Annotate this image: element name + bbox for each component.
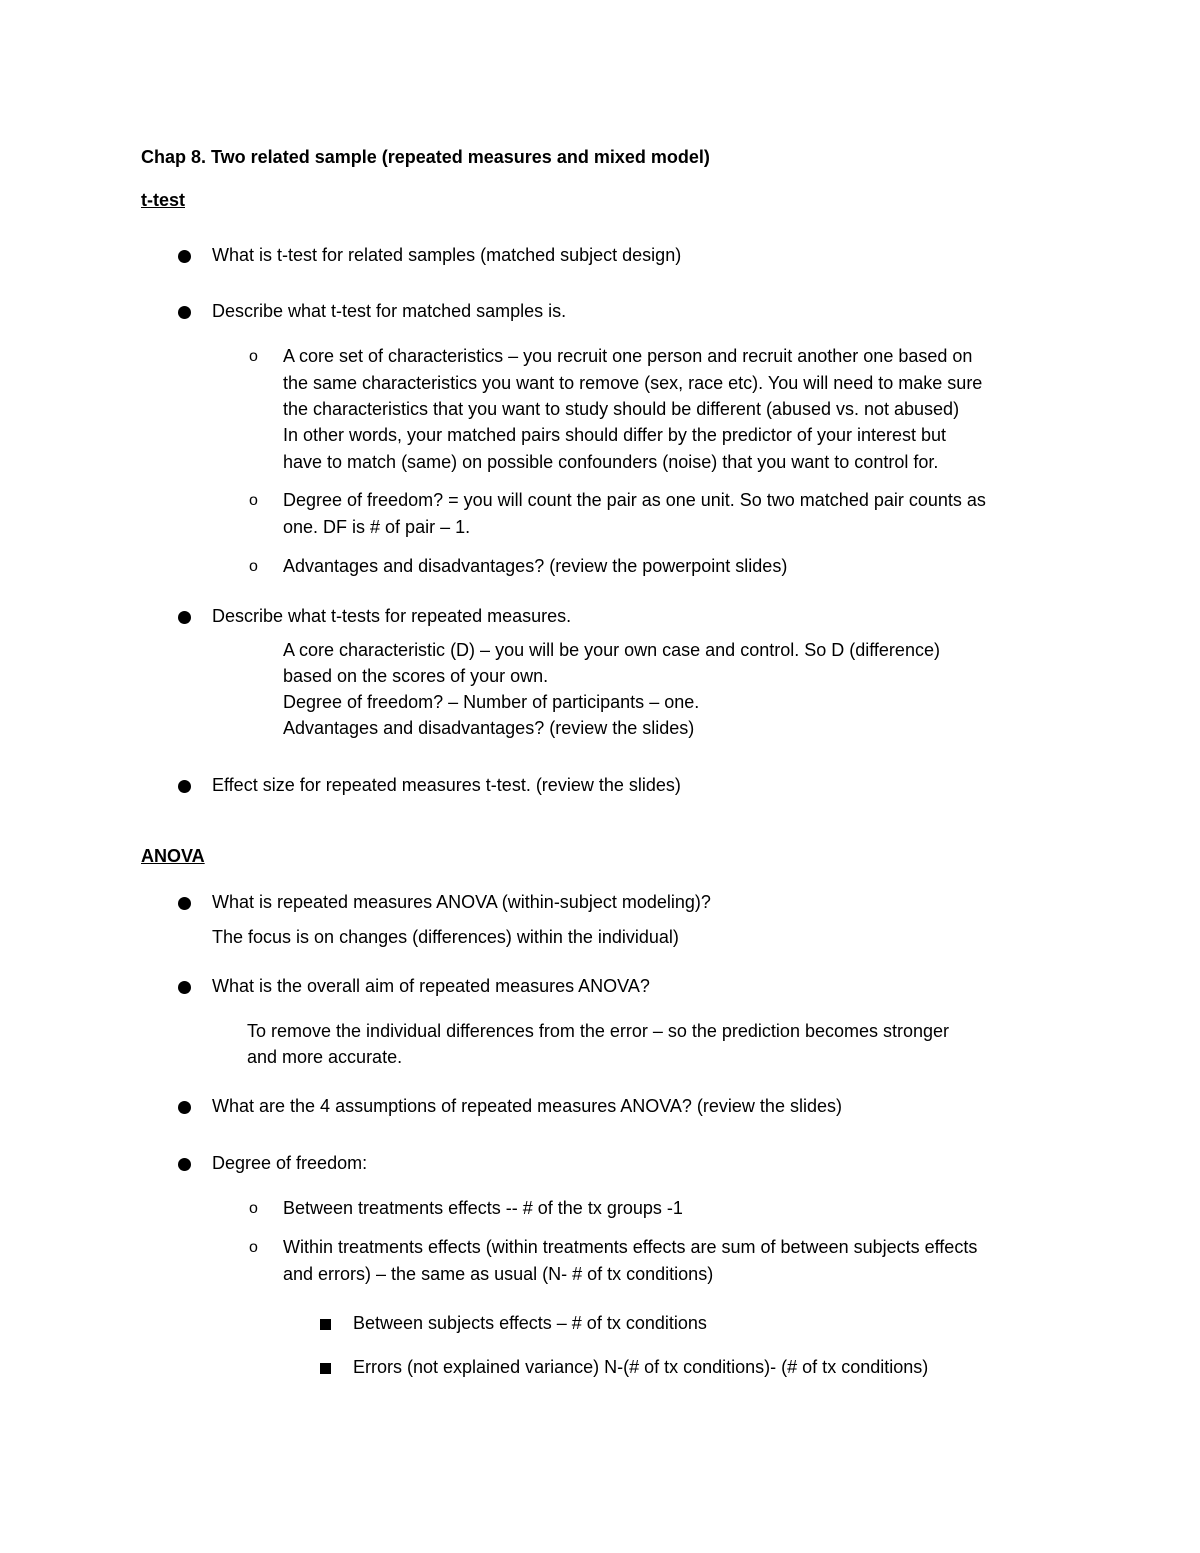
square-bullet-icon	[320, 1319, 331, 1330]
bullet-icon	[178, 1101, 191, 1114]
ttest-question-related: What is t-test for related samples (matched subject design)	[212, 245, 682, 265]
circle-bullet-icon: o	[249, 348, 258, 365]
repeated-line: A core characteristic (D) – you will be your own case and control. So D (difference)	[283, 640, 940, 660]
section-heading-anova: ANOVA	[141, 846, 205, 866]
anova-aim-line: To remove the individual differences from the error – so the prediction becomes stronger	[247, 1021, 950, 1041]
ttest-question-matched: Describe what t-test for matched samples is.	[212, 301, 567, 321]
repeated-line: Advantages and disadvantages? (review the slides)	[283, 718, 695, 738]
matched-df-line: one. DF is # of pair – 1.	[283, 517, 471, 537]
matched-core-line: In other words, your matched pairs should differ by the predictor of your interest but	[283, 425, 947, 445]
df-between-treatments: Between treatments effects -- # of the tx groups -1	[283, 1198, 683, 1218]
matched-core-line: have to match (same) on possible confounders (noise) that you want to control for.	[283, 452, 939, 472]
section-heading-ttest: t-test	[141, 190, 185, 210]
matched-core-line: A core set of characteristics – you recruit one person and recruit another one based on	[283, 346, 973, 366]
circle-bullet-icon: o	[249, 1239, 258, 1256]
anova-answer-focus: The focus is on changes (differences) within the individual)	[212, 927, 679, 947]
df-within-line: Within treatments effects (within treatments effects are sum of between subjects effects	[283, 1237, 978, 1257]
repeated-line: Degree of freedom? – Number of participants – one.	[283, 692, 700, 712]
bullet-icon	[178, 306, 191, 319]
matched-df-line: Degree of freedom? = you will count the pair as one unit. So two matched pair counts as	[283, 490, 986, 510]
df-between-subjects: Between subjects effects – # of tx conditions	[353, 1313, 707, 1333]
bullet-icon	[178, 1158, 191, 1171]
ttest-effect-size: Effect size for repeated measures t-test. (review the slides)	[212, 775, 681, 795]
anova-question-aim: What is the overall aim of repeated measures ANOVA?	[212, 976, 650, 996]
square-bullet-icon	[320, 1363, 331, 1374]
circle-bullet-icon: o	[249, 492, 258, 509]
anova-question-what: What is repeated measures ANOVA (within-subject modeling)?	[212, 892, 711, 912]
anova-degree-of-freedom: Degree of freedom:	[212, 1153, 368, 1173]
bullet-icon	[178, 780, 191, 793]
anova-aim-line: and more accurate.	[247, 1047, 403, 1067]
ttest-question-repeated: Describe what t-tests for repeated measures.	[212, 606, 572, 626]
bullet-icon	[178, 981, 191, 994]
repeated-line: based on the scores of your own.	[283, 666, 549, 686]
bullet-icon	[178, 250, 191, 263]
matched-core-line: the same characteristics you want to remove (sex, race etc). You will need to make sure	[283, 373, 983, 393]
circle-bullet-icon: o	[249, 558, 258, 575]
matched-advantages: Advantages and disadvantages? (review the powerpoint slides)	[283, 556, 788, 576]
df-errors: Errors (not explained variance) N-(# of tx conditions)- (# of tx conditions)	[353, 1357, 929, 1377]
matched-core-line: the characteristics that you want to study should be different (abused vs. not abused)	[283, 399, 960, 419]
anova-question-assumptions: What are the 4 assumptions of repeated measures ANOVA? (review the slides)	[212, 1096, 842, 1116]
df-within-line: and errors) – the same as usual (N- # of tx conditions)	[283, 1264, 714, 1284]
bullet-icon	[178, 897, 191, 910]
bullet-icon	[178, 611, 191, 624]
circle-bullet-icon: o	[249, 1200, 258, 1217]
page-title: Chap 8. Two related sample (repeated measures and mixed model)	[141, 147, 710, 167]
